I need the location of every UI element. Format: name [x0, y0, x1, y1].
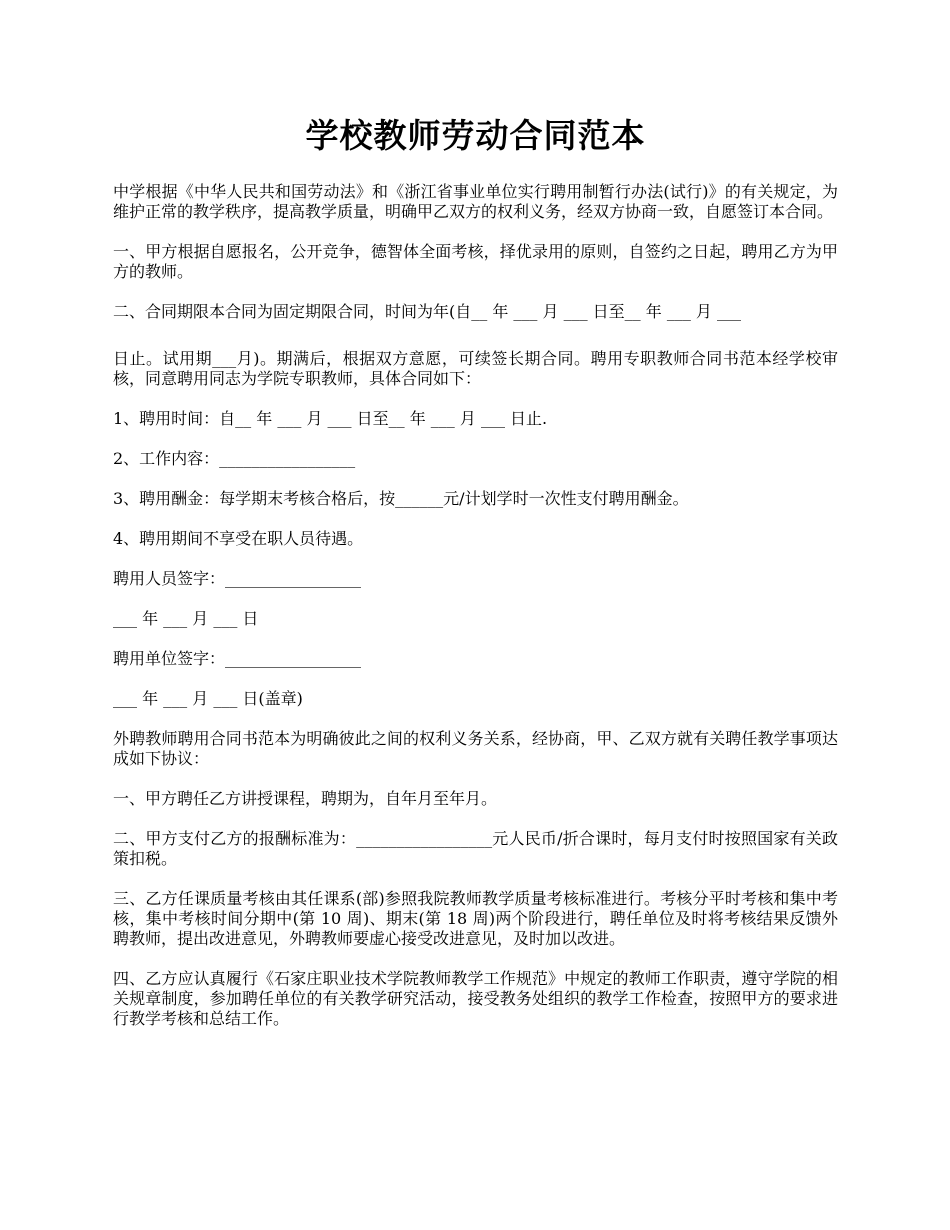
paragraph-item-3: 3、聘用酬金：每学期末考核合格后，按______元/计划学时一次性支付聘用酬金。: [113, 489, 689, 508]
paragraph-clause-1: 一、甲方根据自愿报名，公开竞争，德智体全面考核，择优录用的原则，自签约之日起，聘用乙方为甲方的教师。: [113, 242, 838, 281]
employee-signature-line: 聘用人员签字：_________________: [113, 569, 362, 588]
paragraph-external-clause-1: 一、甲方聘任乙方讲授课程，聘期为，自年月至年月。: [113, 789, 498, 808]
paragraph-external-clause-2: 二、甲方支付乙方的报酬标准为：_________________元人民币/折合课时，每月支付时按照国家有关政策扣税。: [113, 829, 838, 868]
paragraph-item-1: 1、聘用时间：自__ 年 ___ 月 ___ 日至__ 年 ___ 月 ___ 日止.: [113, 409, 548, 428]
document-title: 学校教师劳动合同范本: [305, 116, 646, 155]
employer-signature-line: 聘用单位签字：_________________: [113, 649, 362, 668]
employee-date-line: ___ 年 ___ 月 ___ 日: [113, 609, 259, 628]
document-page: [113, 112, 838, 1049]
paragraph-item-2: 2、工作内容：_________________: [113, 449, 356, 468]
paragraph-intro: 中学根据《中华人民共和国劳动法》和《浙江省事业单位实行聘用制暂行办法(试行)》的有关规定，为维护正常的教学秩序，提高教学质量，明确甲乙双方的权利义务，经双方协商一致，自愿签订本合同。: [113, 182, 838, 221]
paragraph-external-intro: 外聘教师聘用合同书范本为明确彼此之间的权利义务关系，经协商，甲、乙双方就有关聘任教学事项达成如下协议：: [113, 729, 838, 768]
employer-date-line: ___ 年 ___ 月 ___ 日(盖章): [113, 689, 303, 708]
paragraph-item-4: 4、聘用期间不享受在职人员待遇。: [113, 529, 364, 548]
paragraph-clause-2: 二、合同期限本合同为固定期限合同，时间为年(自__ 年 ___ 月 ___ 日至__ 年 ___ 月 ___: [113, 302, 742, 321]
paragraph-external-clause-4: 四、乙方应认真履行《石家庄职业技术学院教师教学工作规范》中规定的教师工作职责，遵守学院的相关规章制度，参加聘任单位的有关教学研究活动，接受教务处组织的教学工作检查，按照甲方的要求进行教学考核和总结工作。: [113, 969, 838, 1028]
paragraph-clause-2-cont: 日止。试用期___月)。期满后，根据双方意愿，可续签长期合同。聘用专职教师合同书范本经学校审核，同意聘用同志为学院专职教师，具体合同如下：: [113, 349, 838, 388]
paragraph-external-clause-3: 三、乙方任课质量考核由其任课系(部)参照我院教师教学质量考核标准进行。考核分平时考核和集中考核，集中考核时间分期中(第 10 周)、期末(第 18 周)两个阶段进行，聘任单位及时将考核结果反馈外聘教师，提出改进意见，外聘教师要虚心接受改进意见，及时加以改进。: [113, 889, 838, 948]
